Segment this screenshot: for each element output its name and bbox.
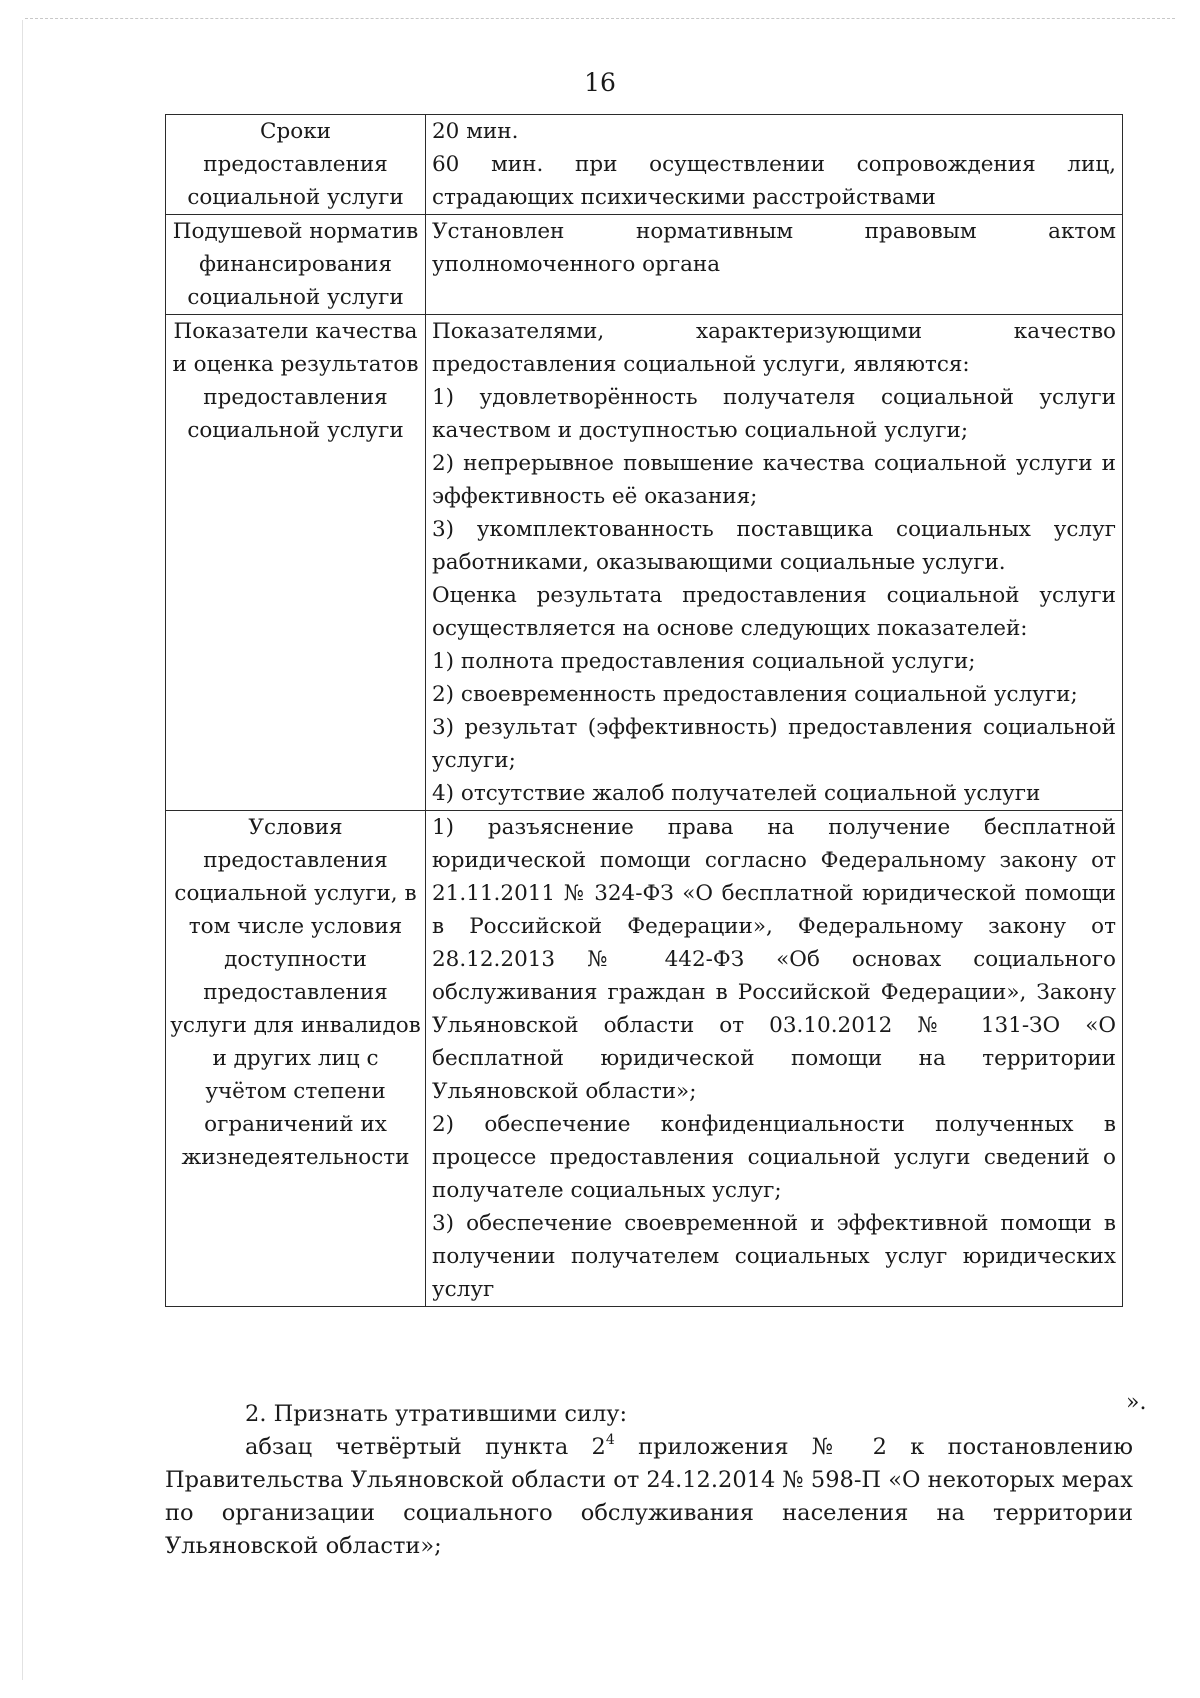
paragraph: 20 мин. [432,119,519,144]
paragraph: 2) обеспечение конфиденциальности полученных в процессе предоставления социальной услуги сведений о получателе социальных услуг; [432,1112,1116,1203]
table-row [166,215,1123,315]
paragraph-start: абзац четвёртый пункта 2 [245,1434,606,1460]
row-content [426,315,1123,811]
paragraph: Показателями, характеризующими качество предоставления социальной услуги, являются: [432,319,1116,377]
table-row [166,115,1123,215]
paragraph-rest: приложения № 2 к постановлению Правительства Ульяновской области от 24.12.2014 № 598-П «О некоторых мерах по организации социального обслуживания населения на территории Ульяновской области»; [165,1434,1133,1559]
body-section [165,1398,1133,1563]
paragraph: 60 мин. при осуществлении сопровождения лиц, страдающих психическими расстройствами [432,152,1116,210]
item-2-heading: 2. Признать утратившими силу: [245,1401,628,1427]
paragraph: 3) обеспечение своевременной и эффективной помощи в получении получателем социальных услуг юридических услуг [432,1211,1116,1302]
closing-quote-mark: ». [1126,1390,1147,1415]
page-number: 16 [584,68,616,97]
superscript: 4 [605,1432,615,1448]
paragraph: 1) разъяснение права на получение бесплатной юридической помощи согласно Федеральному закону от 21.11.2011 № 324-ФЗ «О бесплатной юридической помощи в Российской Федерации», Федеральному закону от 28.12.2013 № 442-ФЗ «Об основах социального обслуживания граждан в Российской Федерации», Закону Ульяновской области от 03.10.2012 № 131-ЗО «О бесплатной юридической помощи на территории Ульяновской области»; [432,815,1116,1104]
table-row [166,315,1123,811]
row-content [426,115,1123,215]
scan-top-edge [25,18,1175,19]
service-standard-table [165,114,1123,1307]
paragraph: 4) отсутствие жалоб получателей социальной услуги [432,781,1041,806]
row-label: Условия предоставления социальной услуги, в том числе условия доступности предоставления услуги для инвалидов и других лиц с учётом степени ограничений их жизнедеятельности [166,811,426,1307]
paragraph: 1) полнота предоставления социальной услуги; [432,649,976,674]
row-label: Подушевой норматив финансирования социальной услуги [166,215,426,315]
paragraph: 2) своевременность предоставления социальной услуги; [432,682,1078,707]
paragraph: 3) укомплектованность поставщика социальных услуг работниками, оказывающими социальные услуги. [432,517,1116,575]
row-content [426,811,1123,1307]
paragraph: Установлен нормативным правовым актом уполномоченного органа [432,219,1116,277]
paragraph: 1) удовлетворённость получателя социальной услуги качеством и доступностью социальной услуги; [432,385,1116,443]
paragraph: Оценка результата предоставления социальной услуги осуществляется на основе следующих показателей: [432,583,1116,641]
item-2-paragraph [165,1431,1133,1563]
paragraph: 3) результат (эффективность) предоставления социальной услуги; [432,715,1116,773]
row-label: Показатели качества и оценка результатов предоставления социальной услуги [166,315,426,811]
paragraph: 2) непрерывное повышение качества социальной услуги и эффективность её оказания; [432,451,1116,509]
row-label: Сроки предоставления социальной услуги [166,115,426,215]
table-row [166,811,1123,1307]
scan-left-edge [22,20,23,1680]
row-content [426,215,1123,315]
